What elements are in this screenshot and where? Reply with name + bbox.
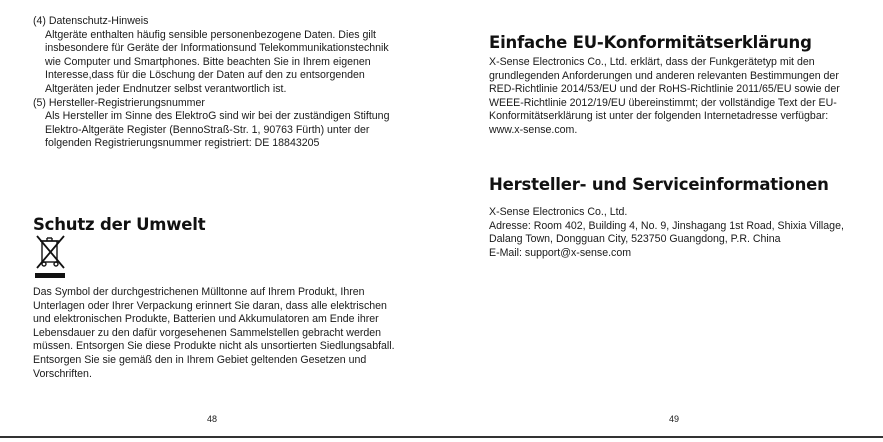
page-number-right: 49 — [669, 414, 680, 424]
left-page — [0, 0, 441, 442]
company-name: X-Sense Electronics Co., Ltd. — [489, 206, 628, 218]
disposal-notes — [33, 15, 403, 151]
company-address: Adresse: Room 402, Building 4, No. 9, Jinshagang 1st Road, Shixia Village, Dalang Town, Dongguan City, 523750 Guangdong, P.R. China — [489, 219, 844, 246]
item5-body: Als Hersteller im Sinne des ElektroG sind wir bei der zuständigen Stiftung Elektro-Altgeräte Register (BennoStraß-Str. 1, 90763 Fürth) unter der folgenden Registrierungsnummer registriert: DE 18843205 — [45, 110, 390, 150]
eu-text: X-Sense Electronics Co., Ltd. erklärt, dass der Funkgerätetyp mit den grundlegenden Anforderungen und anderen relevanten Bestimmungen der RED-Richtlinie 2014/53/EU und der RoHS-Richtlinie 2011/65/EU sowie der WEEE-Richtlinie 2012/19/EU übereinstimmt; der vollständige Text der EU-Konformitätserklärung ist unter der folgenden Internetadresse verfügbar: www.x-sense.com. — [489, 56, 840, 136]
bottom-rule — [0, 436, 883, 438]
umwelt-text: Das Symbol der durchgestrichenen Mülltonne auf Ihrem Produkt, Ihren Unterlagen oder Ihrer Verpackung erinnert Sie daran, dass alle elektrischen und elektronischen Produkte, Batterien und Akkumulatoren am Ende ihrer Lebensdauer zu den dafür vorgesehenen Sammelstellen gebracht werden müssen. Entsorgen Sie diese Produkte nicht als unsortierten Siedlungsabfall. Entsorgen Sie sie gemäß den in Ihrem Gebiet geltenden Gesetzen und Vorschriften. — [33, 286, 395, 380]
page-number-left: 48 — [207, 414, 218, 424]
item5-title: (5) Hersteller-Registrierungsnummer — [33, 96, 205, 109]
heading-umwelt: Schutz der Umwelt — [33, 215, 206, 234]
company-email: E-Mail: support@x-sense.com — [489, 246, 632, 259]
item4-title: (4) Datenschutz-Hinweis — [33, 15, 149, 27]
heading-eu: Einfache EU-Konformitätserklärung — [489, 33, 812, 52]
heading-hersteller: Hersteller- und Serviceinformationen — [489, 175, 829, 194]
item4-body: Altgeräte enthalten häufig sensible personenbezogene Daten. Dies gilt insbesondere für Geräte der Informationsund Telekommunikationstechnik wie Computer und Smartphones. Bitte beachten Sie in Ihrem eigenen Interesse,dass für die Löschung der Daten auf den zu entsorgenden Altgeräten jeder Endnutzer selbst verantwortlich ist. — [45, 28, 389, 95]
manufacturer-info — [489, 206, 859, 260]
crossed-out-wheelie-bin-icon — [33, 232, 69, 280]
